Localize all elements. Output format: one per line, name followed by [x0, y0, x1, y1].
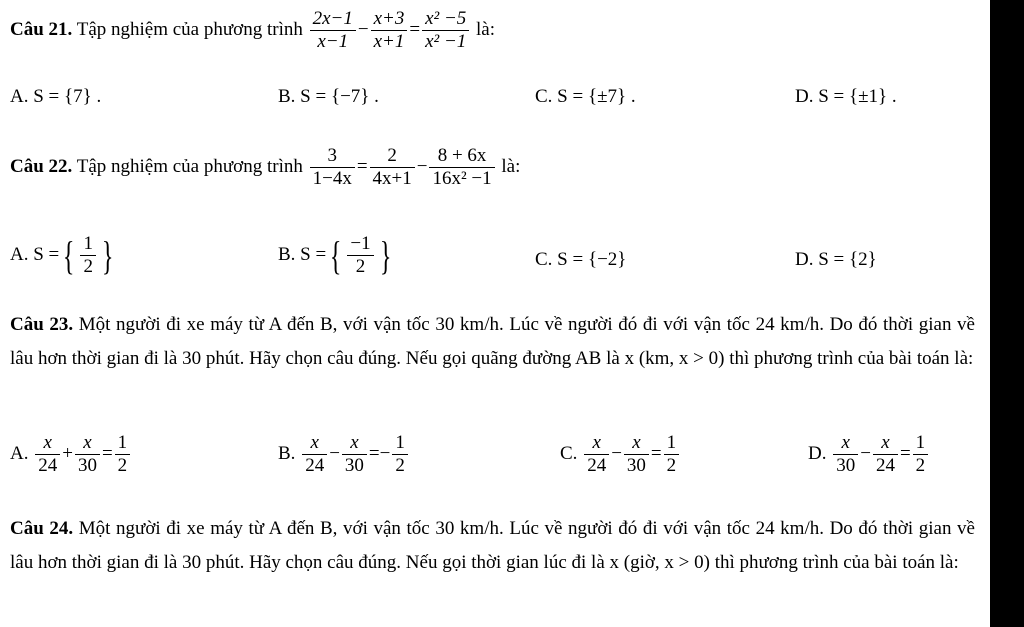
question-24-text: Một người đi xe máy từ A đến B, với vận tốc 30 km/h. Lúc về người đó đi với vận tốc 24 km/h. Do đó thời gian về lâu hơn thời gian đi là 30 phút. Hãy chọn câu đúng. Nếu gọi thời gian lúc đi là x (giờ, x > 0) thì phương trình của bài toán là:	[10, 518, 975, 573]
q23-option-b[interactable]: B. $\frac{x}{24}$ − $\frac{x}{30}$ =− $\frac{1}{2}$	[278, 432, 410, 477]
q22-fraction-2: $\frac{2}{4x+1}$	[370, 145, 415, 190]
question-21-label: Câu 21.	[10, 18, 73, 40]
question-22-label: Câu 22.	[10, 155, 73, 177]
q22-equals: =	[356, 155, 368, 177]
q23-option-d[interactable]: D. $\frac{x}{30}$ − $\frac{x}{24}$ = $\frac{1}{2}$	[808, 432, 930, 477]
question-21	[10, 8, 495, 53]
q21-option-a[interactable]: A. S = {7} .	[10, 86, 102, 107]
question-23-label: Câu 23.	[10, 314, 74, 335]
q22-option-c[interactable]: C. S = {−2}	[535, 249, 627, 270]
question-22-text: Tập nghiệm của phương trình	[76, 155, 303, 177]
question-23-text: Một người đi xe máy từ A đến B, với vận tốc 30 km/h. Lúc về người đó đi với vận tốc 24 km/h. Do đó thời gian về lâu hơn thời gian đi là 30 phút. Hãy chọn câu đúng. Nếu gọi quãng đường AB là x (km, x > 0) thì phương trình của bài toán là:	[10, 314, 975, 369]
q21-fraction-1: $\frac{2x-1}{x-1}$	[310, 8, 356, 53]
question-24-label: Câu 24.	[10, 518, 74, 539]
q22-fraction-1: $\frac{3}{1-4x}$	[310, 145, 355, 190]
q22-option-d[interactable]: D. S = {2}	[795, 249, 877, 270]
right-edge-bar	[990, 0, 1024, 627]
question-21-tail: là:	[476, 18, 496, 40]
q22-option-a[interactable]: A. S ={ $\frac{1}{2}$ }	[10, 233, 114, 278]
question-22-tail: là:	[501, 155, 521, 177]
q21-op-minus: −	[357, 18, 369, 40]
q21-option-c[interactable]: C. S = {±7} .	[535, 86, 636, 107]
q22-option-b-prefix: B. S =	[278, 243, 327, 265]
q21-option-d[interactable]: D. S = {±1} .	[795, 86, 897, 107]
q22-option-a-fraction: $\frac{1}{2}$	[80, 233, 96, 278]
q22-fraction-3: $\frac{8 + 6x}{\text{16x² −1}}$	[429, 145, 494, 190]
question-21-text: Tập nghiệm của phương trình	[76, 18, 303, 40]
q21-equals: =	[409, 18, 421, 40]
q22-option-b[interactable]: B. S ={ $\frac{-1}{2}$ }	[278, 233, 392, 278]
q21-fraction-2: $\frac{x+3}{x+1}$	[371, 8, 408, 53]
q23-option-a[interactable]: A. $\frac{x}{24}$ + $\frac{x}{30}$ = $\frac{1}{2}$	[10, 432, 132, 477]
q23-option-c[interactable]: C. $\frac{x}{24}$ − $\frac{x}{30}$ = $\frac{1}{2}$	[560, 432, 681, 477]
q22-option-b-fraction: $\frac{-1}{2}$	[347, 233, 373, 278]
q22-option-a-prefix: A. S =	[10, 243, 60, 265]
question-23	[10, 308, 975, 376]
q22-op-minus: −	[416, 155, 428, 177]
q21-fraction-3: $\frac{\text{x² −5}}{\text{x² −1}}$	[422, 8, 469, 53]
question-24	[10, 512, 975, 580]
question-22	[10, 145, 520, 190]
q21-option-b[interactable]: B. S = {−7} .	[278, 86, 379, 107]
